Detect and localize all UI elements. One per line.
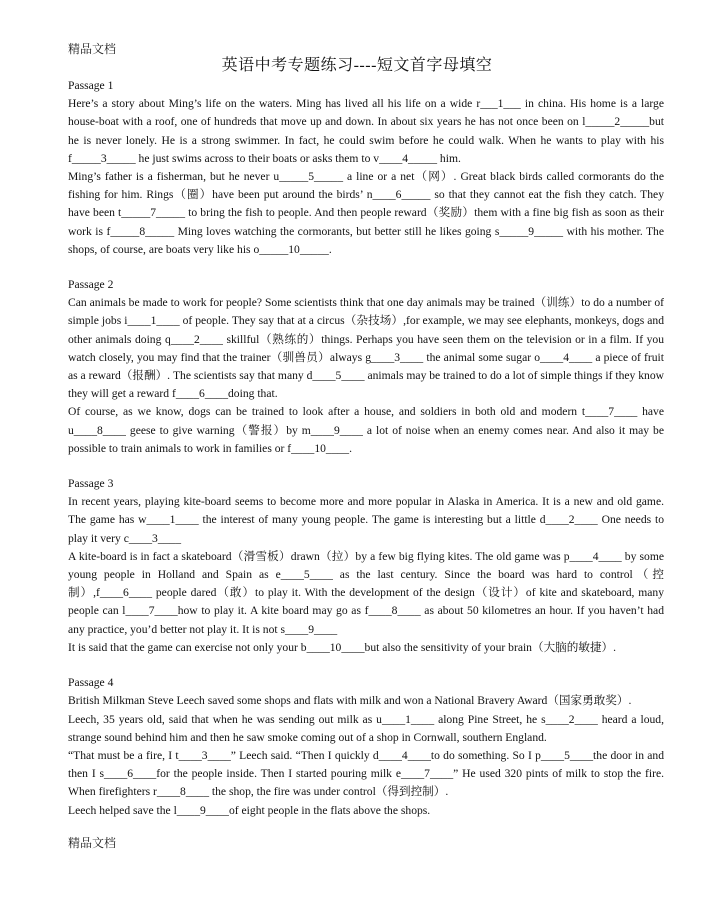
paragraph: Here’s a story about Ming’s life on the waters. Ming has lived all his life on a wide r___1___ in china. His home is a large house-boat with a roof, one of hundreds that move up and down. In about six years he has not once been on l_____2_____but he is never lonely. He is a strong swimmer. In fact, he could swim before he could walk. When he wants to play with his f_____3_____ he just swims across to their boats or asks them to v____4_____ him. [68, 97, 664, 165]
paragraph: A kite-board is in fact a skateboard（滑雪板）drawn（拉）by a few big flying kites. The old game was p____4____ by some young people in Holland and Spain as e____5____ as the last century. Since the board was hard to control（控制）,f____6____ people dared（敢）to play it. With the development of the design（设计）of kite and skateboard, many people can l____7____how to play it. A kite board may go as f____8____ as about 50 kilometres an hour. If you haven’t had any practice, you’d better not play it. It is not s____9____ [68, 549, 664, 636]
paragraph: Leech, 35 years old, said that when he was sending out milk as u____1____ along Pine Street, he s____2____ heard a loud, strange sound behind him and then he saw smoke coming out of a shop in Cornwall, southern England. [68, 712, 664, 744]
paragraph: Can animals be made to work for people? Some scientists think that one day animals may be trained（训练）to do a number of simple jobs i____1____ of people. They say that at a circus（杂技场）,for example, we may see elephants, monkeys, dogs and other animals doing q____2____ skillful（熟练的）things. Perhaps you have seen them on the television or in a film. If you watch closely, you may find that the trainer（驯兽员）always g____3____ the animal some sugar o____4____ a piece of fruit as a reward（报酬）. The scientists say that many d____5____ animals may be trained to do a lot of simple things if they know they will get a reward f____6____doing that. [68, 296, 664, 401]
passage-title: Passage 1 [68, 79, 114, 92]
paragraph: It is said that the game can exercise not only your b____10____but also the sensitivity of your brain（大脑的敏捷）. [68, 640, 617, 654]
paragraph: Ming’s father is a fisherman, but he never u_____5_____ a line or a net（网）. Great black birds called cormorants do the fishing for him. Rings（圈）have been put around the birds’ n____6_____ so that they cannot eat the fish they catch. They have been t_____7_____ to bring the fish to people. And then people reward（奖励）them with a fine big fish as soon as their work is f_____8_____ Ming loves watching the cormorants, but better still he likes going s_____9_____ with his mother. The shops, of course, are boats very like his o_____10_____. [68, 170, 664, 256]
passage-2 [68, 276, 664, 458]
paragraph: In recent years, playing kite-board seems to become more and more popular in Alaska in America. It is a new and old game. The game has w____1____ the interest of many young people. The game is interesting but a little d____2____ One needs to play it very c____3____ [68, 495, 664, 545]
passage-3 [68, 475, 664, 657]
paragraph: Leech helped save the l____9____of eight people in the flats above the shops. [68, 803, 431, 817]
passage-title: Passage 2 [68, 278, 114, 292]
paragraph: “That must be a fire, I t____3____” Leech said. “Then I quickly d____4____to do something. So I p____5____the door in and then I s____6____for the people inside. Then I started pouring milk e____7____” He used 320 pints of milk to stop the fire. When firefighters r____8____ the shop, the fire was under control（得到控制）. [68, 748, 664, 799]
page-title: 英语中考专题练习----短文首字母填空 [221, 57, 493, 74]
document-body [68, 77, 664, 837]
passage-title: Passage 3 [68, 477, 114, 491]
paragraph: Of course, as we know, dogs can be trained to look after a house, and soldiers in both old and modern t____7____ have u____8____ geese to give warning（警报）by m____9____ a lot of noise when an enemy comes near. And also it may be possible to train animals to work in families or f____10____. [68, 405, 664, 455]
paragraph: British Milkman Steve Leech saved some shops and flats with milk and won a National Bravery Award（国家勇敢奖）. [68, 694, 632, 708]
passage-1 [68, 77, 664, 259]
header-watermark: 精品文档 [68, 42, 117, 56]
passage-4 [68, 674, 664, 820]
passage-title: Passage 4 [68, 676, 114, 690]
footer-watermark: 精品文档 [68, 836, 117, 850]
